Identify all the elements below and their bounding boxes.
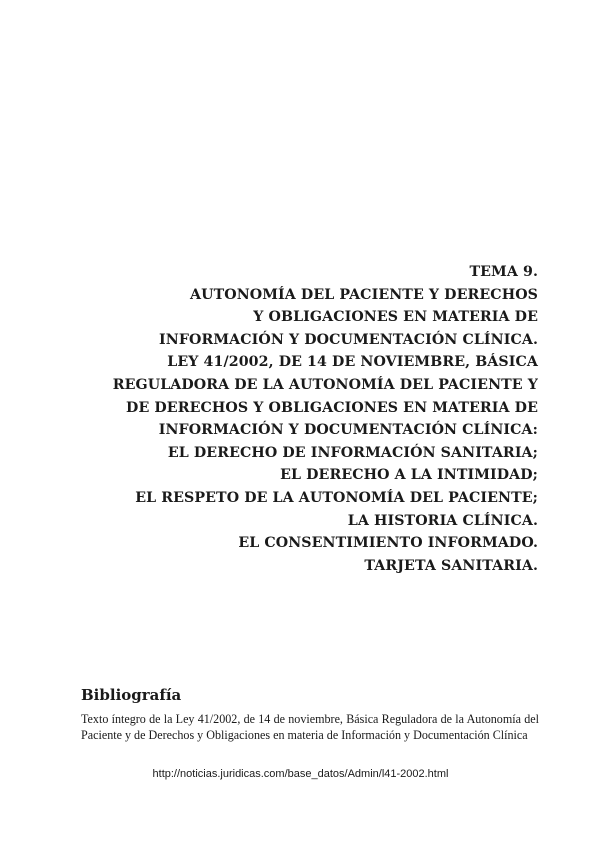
title-line: INFORMACIÓN Y DOCUMENTACIÓN CLÍNICA. <box>159 331 538 348</box>
title-line-tema: TEMA 9. <box>469 264 538 280</box>
title-line: EL CONSENTIMIENTO INFORMADO. <box>238 535 538 552</box>
title-line: AUTONOMÍA DEL PACIENTE Y DERECHOS <box>190 286 538 303</box>
title-line: EL DERECHO A LA INTIMIDAD; <box>280 467 538 484</box>
bibliography-heading: Bibliografía <box>81 686 182 704</box>
chapter-title <box>18 261 538 577</box>
title-line: TARJETA SANITARIA. <box>364 557 538 574</box>
title-line: LEY 41/2002, DE 14 DE NOVIEMBRE, BÁSICA <box>167 354 538 371</box>
title-line: DE DERECHOS Y OBLIGACIONES EN MATERIA DE <box>126 399 538 416</box>
bibliography-url[interactable]: http://noticias.juridicas.com/base_datos/Admin/l41-2002.html <box>152 768 449 780</box>
title-line: EL DERECHO DE INFORMACIÓN SANITARIA; <box>167 444 538 461</box>
title-line: REGULADORA DE LA AUTONOMÍA DEL PACIENTE Y <box>112 376 538 393</box>
bibliography-entry: Texto íntegro de la Ley 41/2002, de 14 de noviembre, Básica Reguladora de la Autonomía del Paciente y de Derechos y Obligaciones en materia de Información y Documentación Clínica <box>81 712 539 742</box>
title-line: LA HISTORIA CLÍNICA. <box>347 512 538 529</box>
title-line: EL RESPETO DE LA AUTONOMÍA DEL PACIENTE; <box>135 489 538 506</box>
title-line: Y OBLIGACIONES EN MATERIA DE <box>253 309 538 326</box>
title-line: INFORMACIÓN Y DOCUMENTACIÓN CLÍNICA: <box>158 422 538 439</box>
